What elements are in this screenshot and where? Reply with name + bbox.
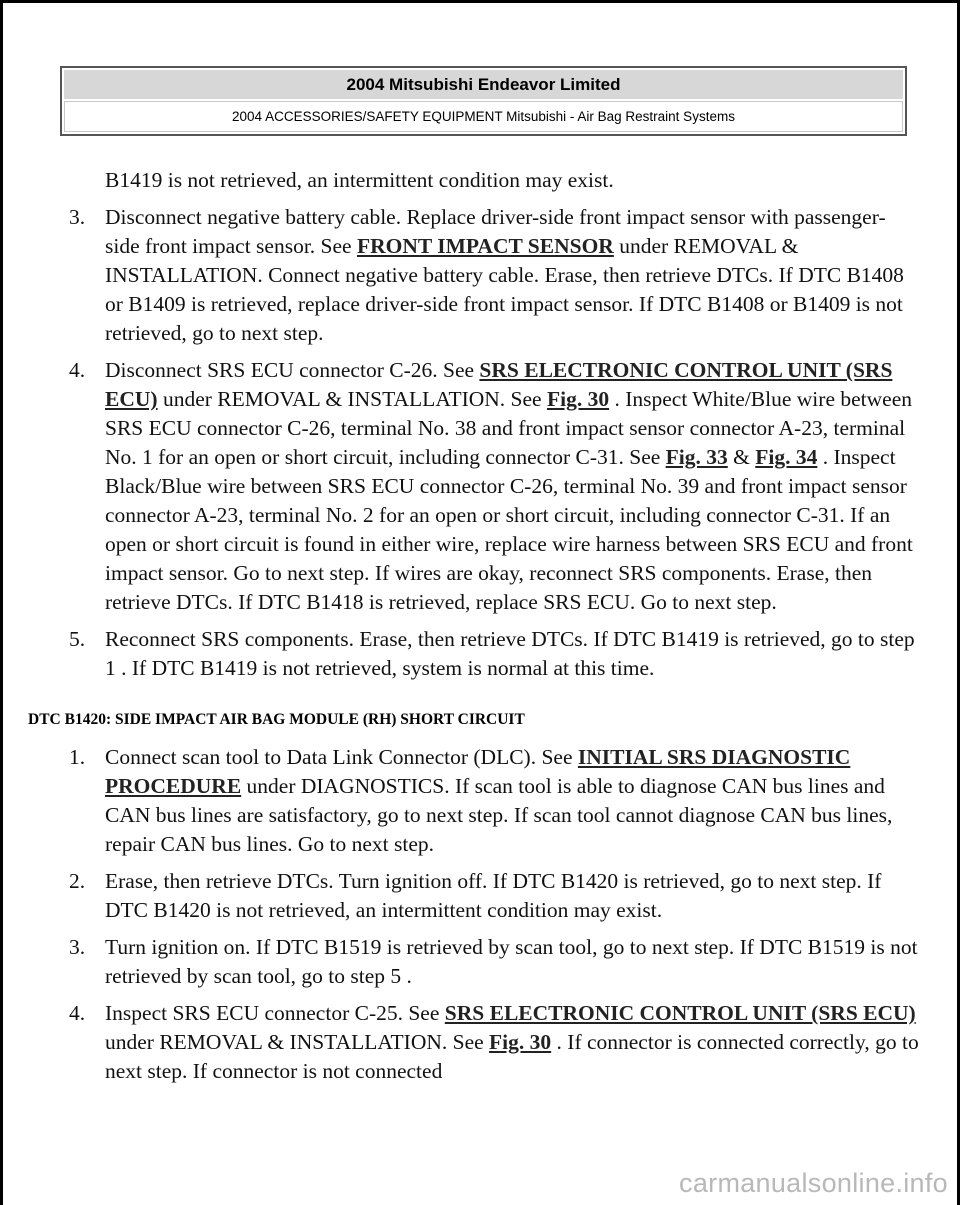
step-text: Inspect SRS ECU connector C-25. See <box>105 1001 445 1025</box>
link-initial-srs-diagnostic-procedure[interactable]: INITIAL SRS DIAGNOSTIC PROCEDURE <box>105 745 851 798</box>
list-item <box>69 867 920 925</box>
step-text: Reconnect SRS components. Erase, then retrieve DTCs. If DTC B1419 is retrieved, go to step 1 . If DTC B1419 is not retrieved, system is normal at this time. <box>105 627 915 680</box>
link-srs-ecu[interactable]: SRS ELECTRONIC CONTROL UNIT (SRS ECU) <box>444 1001 916 1025</box>
list-item <box>69 356 920 617</box>
link-fig-33[interactable]: Fig. 33 <box>665 445 728 469</box>
step-number: 3. <box>69 205 86 229</box>
link-fig-34[interactable]: Fig. 34 <box>755 445 818 469</box>
link-srs-ecu[interactable]: SRS ELECTRONIC CONTROL UNIT (SRS ECU) <box>105 358 893 411</box>
step-text: Connect scan tool to Data Link Connector (DLC). See <box>105 745 578 769</box>
document-header <box>60 66 907 136</box>
step-text: under REMOVAL & INSTALLATION. See <box>157 387 547 411</box>
list-item <box>69 203 920 348</box>
step-number: 2. <box>69 869 86 893</box>
header-subtitle: 2004 ACCESSORIES/SAFETY EQUIPMENT Mitsubishi - Air Bag Restraint Systems <box>64 101 903 132</box>
section-heading: DTC B1420: SIDE IMPACT AIR BAG MODULE (RH) SHORT CIRCUIT <box>28 711 525 728</box>
list-item <box>69 933 920 991</box>
list-item <box>69 999 920 1086</box>
list-item <box>69 625 920 683</box>
step-number: 3. <box>69 935 86 959</box>
list-item <box>69 743 920 859</box>
step-text: . Inspect Black/Blue wire between SRS ECU connector C-26, terminal No. 39 and front impact sensor connector A-23, terminal No. 2 for an open or short circuit, including connector C-31. If an open or short circuit is found in either wire, replace wire harness between SRS ECU and front impact sensor. Go to next step. If wires are okay, reconnect SRS components. Erase, then retrieve DTCs. If DTC B1418 is retrieved, replace SRS ECU. Go to next step. <box>105 445 913 614</box>
link-fig-30[interactable]: Fig. 30 <box>546 387 610 411</box>
link-front-impact-sensor[interactable]: FRONT IMPACT SENSOR <box>356 234 614 258</box>
continuation-text: B1419 is not retrieved, an intermittent condition may exist. <box>105 168 614 192</box>
header-title: 2004 Mitsubishi Endeavor Limited <box>64 70 903 101</box>
step-text: Disconnect negative battery cable. Replace driver-side front impact sensor with passenger-side front impact sensor. See <box>105 205 886 258</box>
step-number: 1. <box>69 745 86 769</box>
step-text: under REMOVAL & INSTALLATION. Connect negative battery cable. Erase, then retrieve DTCs. If DTC B1408 or B1409 is retrieved, replace driver-side front impact sensor. If DTC B1408 or B1409 is not retrieved, go to next step. <box>105 234 904 345</box>
step-text: Erase, then retrieve DTCs. Turn ignition off. If DTC B1420 is retrieved, go to next step. If DTC B1420 is not retrieved, an intermittent condition may exist. <box>105 869 882 922</box>
step-text: & <box>727 445 756 469</box>
document-body <box>0 166 960 1086</box>
watermark: carmanualsonline.info <box>679 1168 948 1198</box>
step-text: under REMOVAL & INSTALLATION. See <box>105 1030 490 1054</box>
step-text: Disconnect SRS ECU connector C-26. See <box>105 358 480 382</box>
step-text: Turn ignition on. If DTC B1519 is retrieved by scan tool, go to next step. If DTC B1519 is not retrieved by scan tool, go to step 5 . <box>105 935 918 988</box>
link-fig-30[interactable]: Fig. 30 <box>489 1030 552 1054</box>
step-text: . If connector is connected correctly, go to next step. If connector is not connected <box>105 1030 919 1083</box>
page-border-top <box>0 0 960 3</box>
step-number: 4. <box>69 1001 86 1025</box>
step-text: . Inspect White/Blue wire between SRS ECU connector C-26, terminal No. 38 and front impact sensor connector A-23, terminal No. 1 for an open or short circuit, including connector C-31. See <box>105 387 912 469</box>
step-number: 4. <box>69 358 86 382</box>
step-number: 5. <box>69 627 86 651</box>
step-text: under DIAGNOSTICS. If scan tool is able to diagnose CAN bus lines and CAN bus lines are satisfactory, go to next step. If scan tool cannot diagnose CAN bus lines, repair CAN bus lines. Go to next step. <box>105 774 893 856</box>
